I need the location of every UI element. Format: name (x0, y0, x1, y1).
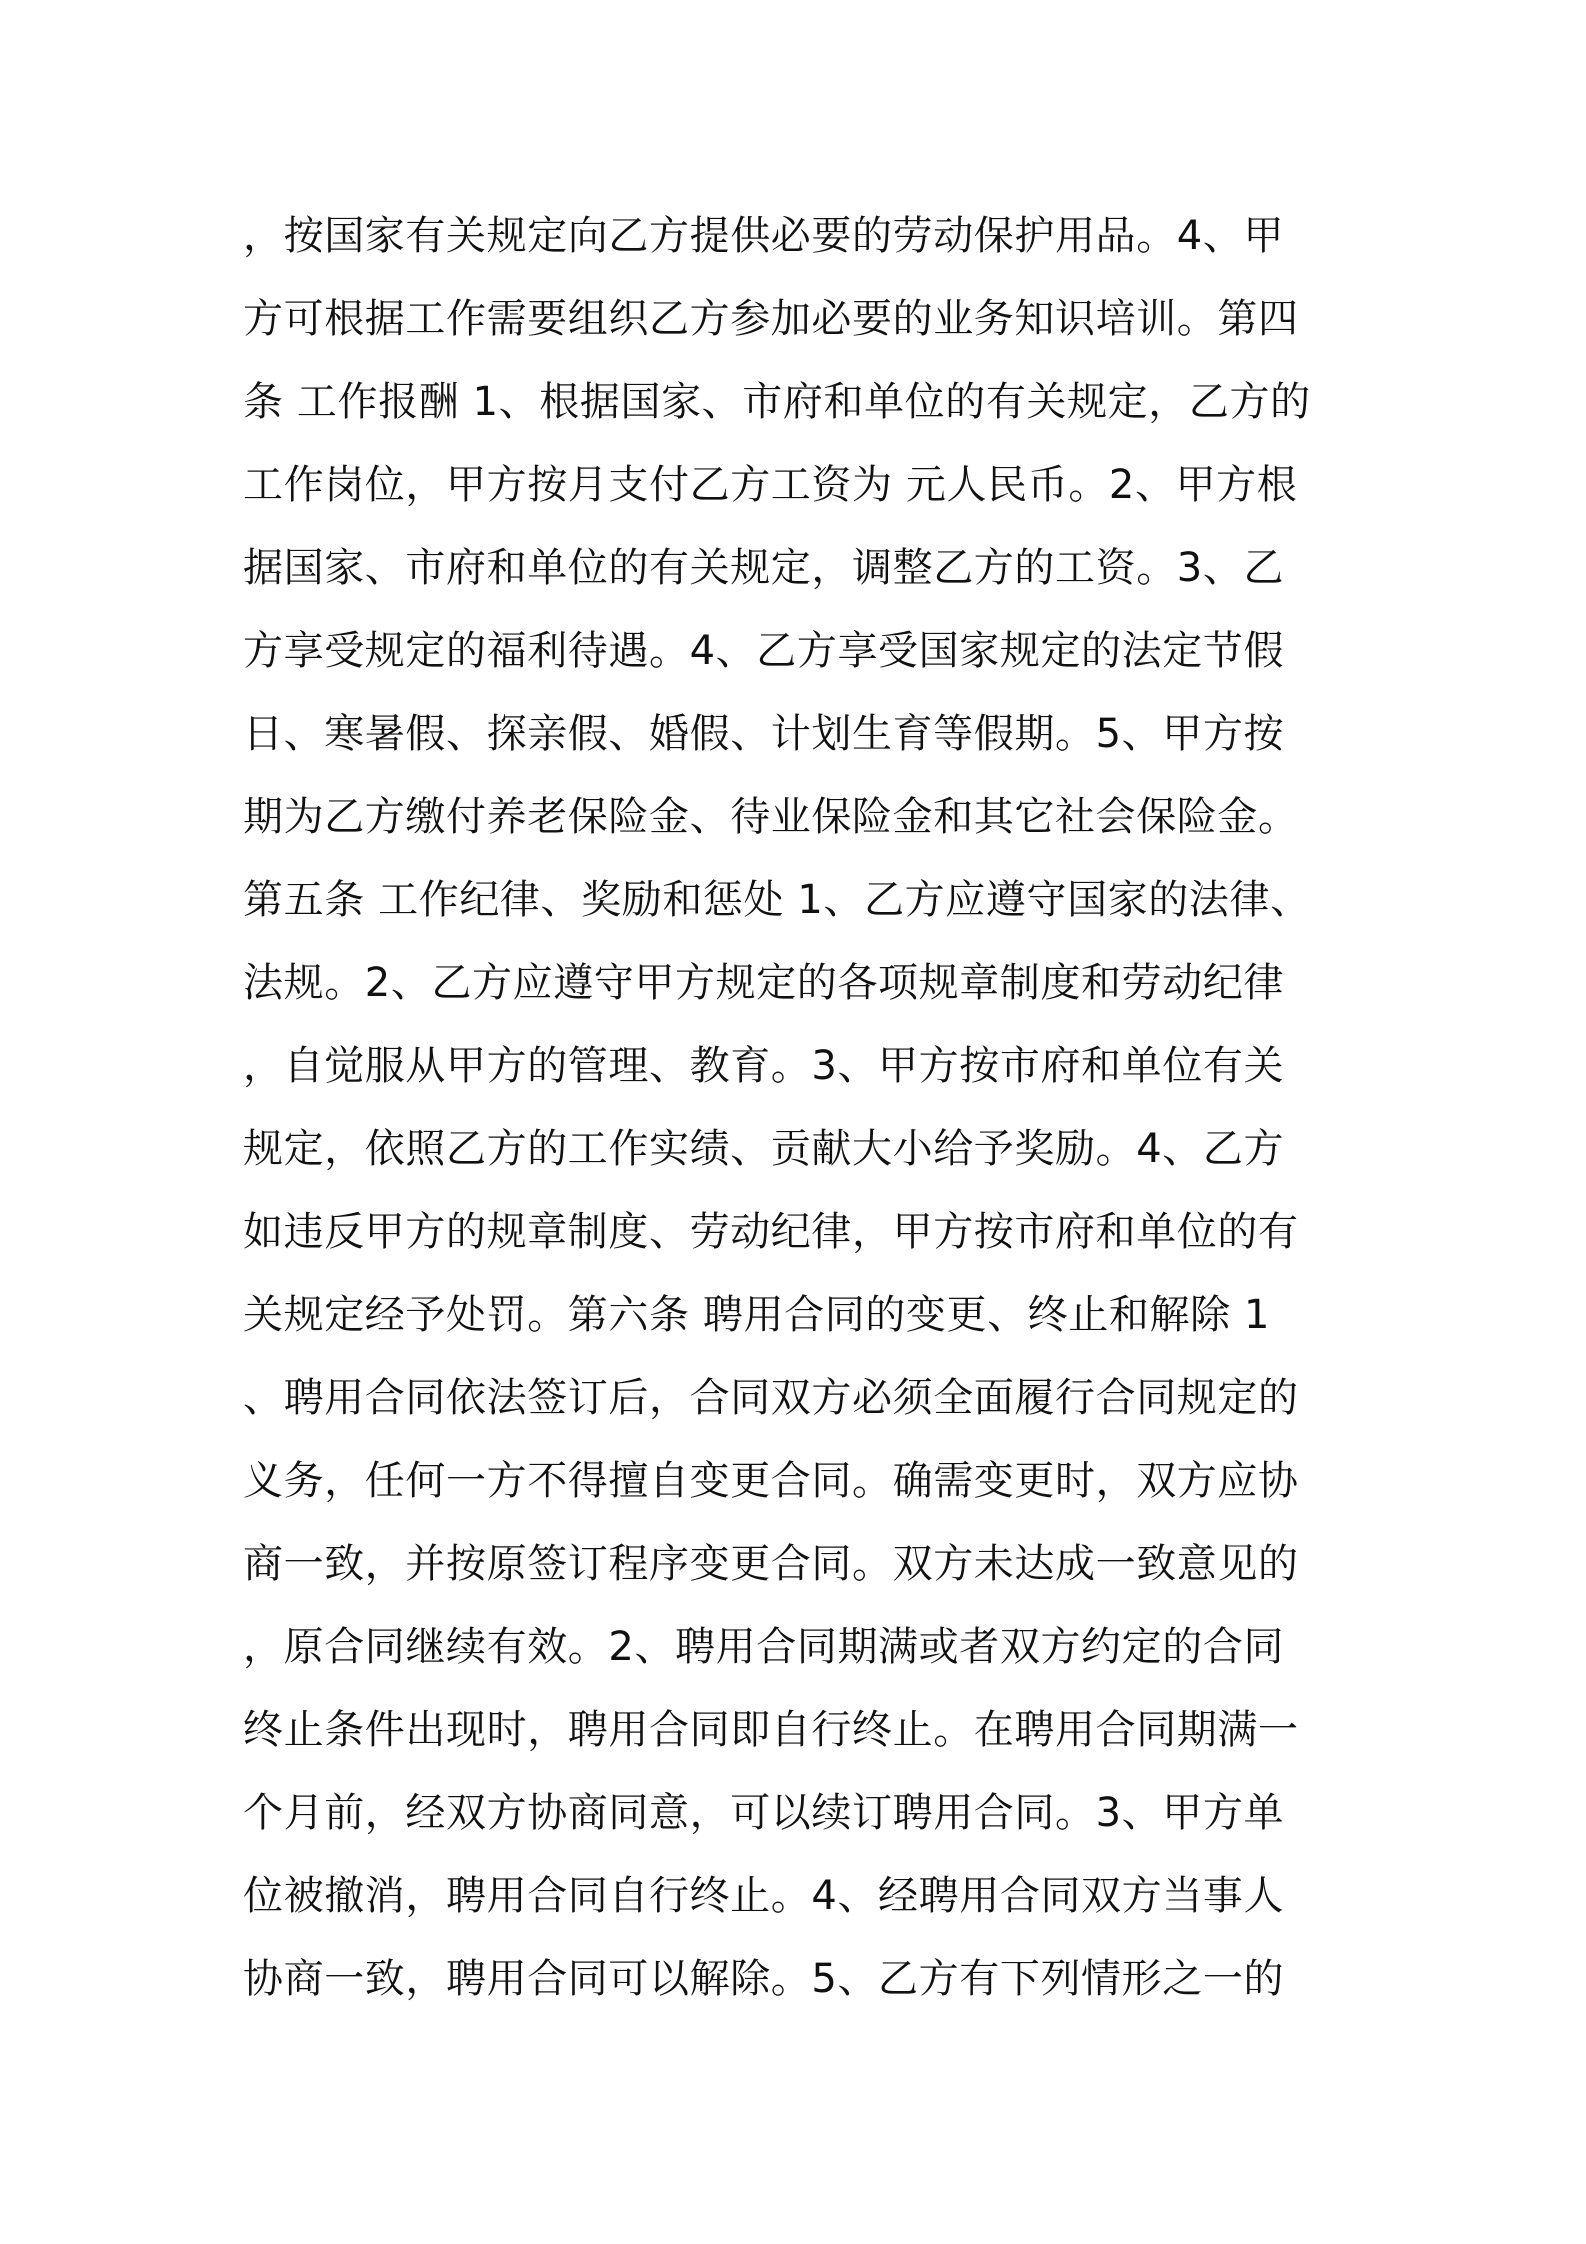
contract-text-block (243, 195, 1363, 2021)
text-line: 日、寒暑假、探亲假、婚假、计划生育等假期。5、甲方按 (243, 711, 1285, 757)
text-line: ，原合同继续有效。2、聘用合同期满或者双方约定的合同 (243, 1624, 1285, 1670)
text-line: 工作岗位，甲方按月支付乙方工资为 元人民币。2、甲方根 (243, 462, 1298, 508)
text-line: 如违反甲方的规章制度、劳动纪律，甲方按市府和单位的有 (243, 1209, 1299, 1255)
text-line: 期为乙方缴付养老保险金、待业保险金和其它社会保险金。 (243, 794, 1299, 840)
text-line: ，按国家有关规定向乙方提供必要的劳动保护用品。4、甲 (243, 213, 1285, 259)
text-line: 协商一致，聘用合同可以解除。5、乙方有下列情形之一的 (243, 1956, 1285, 2002)
text-line: 终止条件出现时，聘用合同即自行终止。在聘用合同期满一 (243, 1707, 1299, 1753)
text-line: 个月前，经双方协商同意，可以续订聘用合同。3、甲方单 (243, 1790, 1285, 1836)
text-line: 据国家、市府和单位的有关规定，调整乙方的工资。3、乙 (243, 545, 1285, 591)
text-line: ，自觉服从甲方的管理、教育。3、甲方按市府和单位有关 (243, 1043, 1285, 1089)
text-line: 第五条 工作纪律、奖励和惩处 1、乙方应遵守国家的法律、 (243, 877, 1311, 923)
text-line: 法规。2、乙方应遵守甲方规定的各项规章制度和劳动纪律 (243, 960, 1285, 1006)
text-line: 规定，依照乙方的工作实绩、贡献大小给予奖励。4、乙方 (243, 1126, 1285, 1172)
text-line: 、聘用合同依法签订后，合同双方必须全面履行合同规定的 (243, 1375, 1299, 1421)
text-line: 方可根据工作需要组织乙方参加必要的业务知识培训。第四 (243, 296, 1299, 342)
text-line: 位被撤消，聘用合同自行终止。4、经聘用合同双方当事人 (243, 1873, 1285, 1919)
text-line: 方享受规定的福利待遇。4、乙方享受国家规定的法定节假 (243, 628, 1285, 674)
text-line: 义务，任何一方不得擅自变更合同。确需变更时，双方应协 (243, 1458, 1299, 1504)
text-line: 关规定经予处罚。第六条 聘用合同的变更、终止和解除 1 (243, 1292, 1271, 1338)
text-line: 商一致，并按原签订程序变更合同。双方未达成一致意见的 (243, 1541, 1299, 1587)
text-line: 条 工作报酬 1、根据国家、市府和单位的有关规定，乙方的 (243, 379, 1311, 425)
